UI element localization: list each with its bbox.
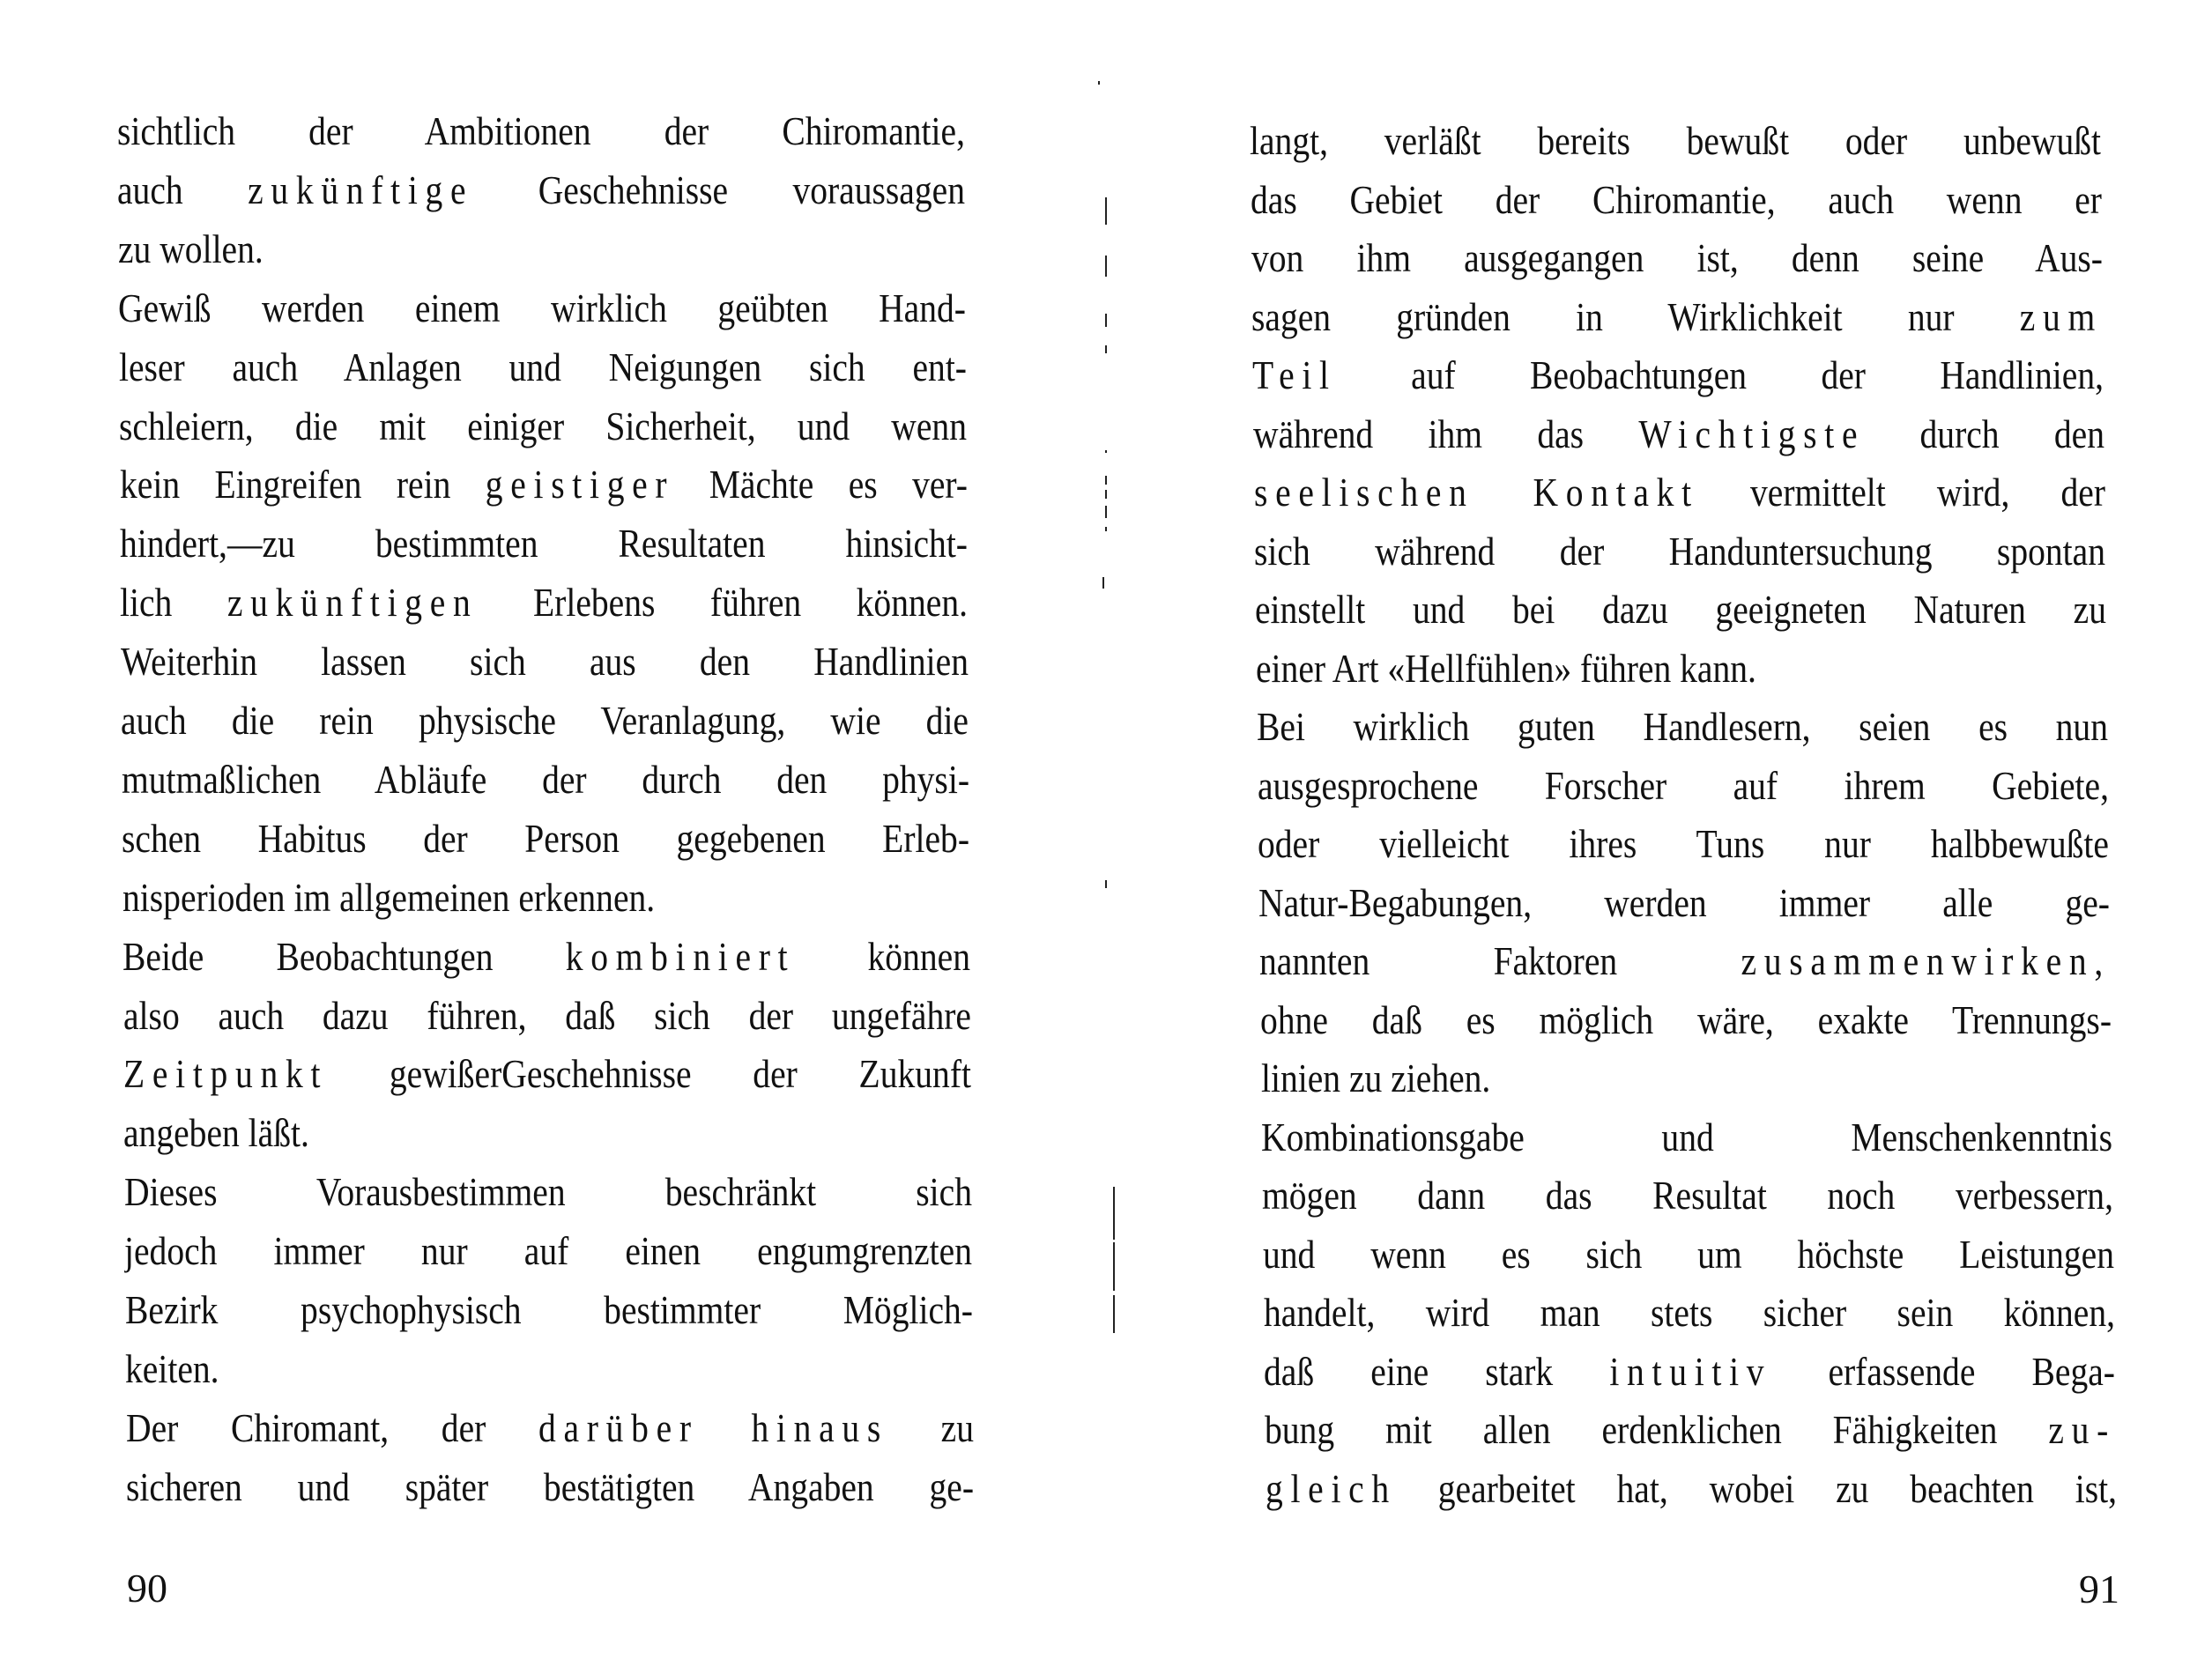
text-line-content bbox=[1266, 1463, 2117, 1515]
text-line bbox=[1264, 1286, 2115, 1339]
text-line-content bbox=[122, 753, 969, 806]
text-segment: Dieses Vorausbestimmen beschränkt sich bbox=[123, 1169, 972, 1215]
text-segment: angeben läßt. bbox=[123, 1110, 310, 1156]
text-line bbox=[1257, 700, 2108, 753]
text-line-content bbox=[1254, 525, 2105, 578]
text-line bbox=[124, 1166, 972, 1218]
gutter-mark bbox=[1105, 490, 1107, 499]
text-segment: einstellt und bei dazu geeigneten Naturen zu bbox=[1255, 587, 2107, 632]
text-line-content bbox=[121, 635, 969, 688]
text-segment: erfassende Bega- bbox=[1771, 1348, 2116, 1394]
gutter-mark bbox=[1113, 1242, 1115, 1291]
text-line-content bbox=[1252, 349, 2104, 402]
text-line-content bbox=[122, 930, 970, 983]
text-segment: Kombinationsgabe und Menschenkenntnis bbox=[1261, 1114, 2113, 1159]
text-segment: Bezirk psychophysisch bestimmter Möglich- bbox=[124, 1287, 973, 1332]
text-segment: ausgesprochene Forscher auf ihrem Gebiete, bbox=[1257, 762, 2109, 808]
text-line-content bbox=[1263, 1228, 2114, 1281]
text-line bbox=[1263, 1228, 2114, 1281]
spaced-emphasis-text: Zeitpunkt bbox=[122, 1051, 329, 1097]
text-line-content bbox=[119, 400, 967, 453]
text-segment: also auch dazu führen, daß sich der ungefähre bbox=[122, 992, 971, 1038]
text-line bbox=[1250, 115, 2101, 167]
gutter-mark bbox=[1113, 1295, 1115, 1333]
text-line-content bbox=[1255, 583, 2106, 636]
text-line bbox=[125, 1284, 973, 1337]
spaced-emphasis-text: Teil bbox=[1252, 352, 1337, 397]
text-line bbox=[122, 871, 970, 924]
text-segment: daß eine stark bbox=[1264, 1348, 1610, 1394]
text-line bbox=[122, 812, 969, 865]
spaced-emphasis-text: darüber bbox=[538, 1404, 699, 1450]
text-line-content bbox=[1251, 232, 2103, 285]
spaced-emphasis-text: geistiger bbox=[485, 462, 674, 507]
text-line-content bbox=[1257, 700, 2108, 753]
text-line bbox=[1256, 642, 2107, 695]
text-segment: Der Chiromant, der bbox=[125, 1404, 538, 1450]
text-line bbox=[1258, 759, 2109, 812]
text-line-content bbox=[1265, 1404, 2116, 1456]
text-line bbox=[1255, 583, 2106, 636]
text-segment: handelt, wird man stets sicher sein können, bbox=[1263, 1290, 2115, 1335]
text-segment: bung mit allen erdenklichen Fähigkeiten bbox=[1265, 1407, 2049, 1452]
text-segment: nisperioden im allgemeinen erkennen. bbox=[122, 874, 655, 920]
text-line-content bbox=[124, 1225, 972, 1278]
text-segment: nannten Faktoren bbox=[1258, 938, 1741, 983]
text-line-content bbox=[1250, 115, 2101, 167]
text-line bbox=[1251, 174, 2102, 226]
text-line-content bbox=[1258, 877, 2110, 930]
text-segment: sichtlich der Ambitionen der Chiromantie, bbox=[117, 108, 965, 153]
text-segment: mutmaßlichen Abläufe der durch den physi- bbox=[121, 756, 969, 802]
text-segment: mögen dann das Resultat noch verbessern, bbox=[1262, 1173, 2114, 1218]
text-line bbox=[1266, 1463, 2117, 1515]
spaced-emphasis-text: Wichtigste bbox=[1638, 411, 1866, 456]
text-line bbox=[118, 282, 966, 335]
text-line bbox=[1261, 1111, 2112, 1164]
text-line bbox=[1251, 232, 2103, 285]
text-line-content bbox=[119, 341, 967, 394]
text-line-content bbox=[1251, 174, 2102, 226]
text-segment: einer Art «Hellfühlen» führen kann. bbox=[1256, 645, 1756, 691]
text-line-content bbox=[1258, 818, 2109, 870]
text-line-content bbox=[125, 1284, 973, 1337]
text-line-content bbox=[1261, 1111, 2112, 1164]
spaced-emphasis-text: intuitiv bbox=[1609, 1348, 1772, 1394]
text-line bbox=[1259, 935, 2111, 988]
text-line-content bbox=[126, 1402, 974, 1455]
spaced-emphasis-text: kombiniert bbox=[565, 933, 796, 979]
text-line bbox=[117, 164, 965, 217]
text-line-content bbox=[122, 871, 970, 924]
gutter-mark bbox=[1105, 450, 1107, 453]
text-line bbox=[1253, 408, 2104, 461]
text-line bbox=[121, 694, 969, 747]
gutter-mark bbox=[1105, 256, 1107, 277]
gutter-mark bbox=[1113, 1187, 1115, 1240]
text-line-content bbox=[1259, 935, 2111, 988]
spaced-emphasis-text: gleich bbox=[1266, 1465, 1397, 1511]
text-line-content bbox=[120, 458, 968, 511]
spaced-emphasis-text: seelischen Kontakt bbox=[1253, 470, 1699, 515]
text-line bbox=[1258, 877, 2110, 930]
text-segment: jedoch immer nur auf einen engumgrenzten bbox=[124, 1228, 973, 1274]
text-segment: Bei wirklich guten Handlesern, seien es nun bbox=[1256, 704, 2108, 749]
text-segment: durch den bbox=[1865, 411, 2104, 456]
spaced-emphasis-text: zukünftige bbox=[248, 167, 474, 212]
text-line-content bbox=[117, 164, 965, 217]
text-line bbox=[120, 576, 968, 629]
text-segment: oder vielleicht ihres Tuns nur halbbewußte bbox=[1258, 821, 2110, 866]
gutter-mark bbox=[1105, 345, 1107, 353]
page-number-right: 91 bbox=[2079, 1567, 2119, 1611]
text-line-content bbox=[121, 694, 969, 747]
text-segment: von ihm ausgegangen ist, denn seine Aus- bbox=[1251, 235, 2103, 280]
text-segment: ohne daß es möglich wäre, exakte Trennungs- bbox=[1259, 996, 2112, 1042]
text-line bbox=[124, 1225, 972, 1278]
text-segment: schen Habitus der Person gegebenen Erleb- bbox=[122, 815, 970, 861]
text-line bbox=[119, 400, 967, 453]
gutter-mark bbox=[1105, 506, 1107, 518]
text-segment: und wenn es sich um höchste Leistungen bbox=[1262, 1231, 2114, 1277]
text-segment: Mächte es ver- bbox=[673, 462, 968, 507]
text-line bbox=[1265, 1404, 2116, 1456]
text-segment: Gewiß werden einem wirklich geübten Hand- bbox=[118, 285, 967, 330]
text-line bbox=[123, 989, 971, 1042]
text-line bbox=[1264, 1345, 2115, 1398]
spaced-emphasis-text: zusammenwirken, bbox=[1741, 938, 2111, 983]
text-segment: während ihm das bbox=[1252, 411, 1639, 456]
text-line-content bbox=[1256, 642, 2107, 695]
gutter-mark bbox=[1098, 81, 1100, 85]
text-line bbox=[122, 753, 969, 806]
right-page bbox=[1119, 0, 2212, 1674]
gutter-mark bbox=[1105, 527, 1107, 531]
text-line bbox=[1262, 1169, 2113, 1222]
text-segment: auch bbox=[117, 167, 249, 212]
text-line-content bbox=[120, 576, 968, 629]
gutter-mark bbox=[1105, 476, 1107, 485]
text-segment: Beide Beobachtungen bbox=[122, 933, 566, 979]
text-line bbox=[117, 105, 965, 158]
text-line-content bbox=[122, 812, 969, 865]
text-segment: zu bbox=[887, 1404, 974, 1450]
gutter-mark bbox=[1102, 577, 1104, 589]
text-segment: können bbox=[795, 933, 971, 979]
spaced-emphasis-text: hinaus bbox=[751, 1404, 888, 1450]
text-line bbox=[1251, 291, 2103, 344]
text-line bbox=[1260, 994, 2112, 1047]
gutter-mark bbox=[1105, 314, 1107, 327]
text-segment: gewißerGeschehnisse der Zukunft bbox=[328, 1051, 971, 1097]
left-page bbox=[0, 0, 1093, 1674]
text-segment: Erlebens führen können. bbox=[478, 580, 969, 626]
text-segment bbox=[698, 1405, 751, 1450]
text-line-content bbox=[1264, 1286, 2115, 1339]
text-line bbox=[118, 223, 966, 276]
text-line-content bbox=[1262, 1169, 2113, 1222]
text-line bbox=[121, 635, 969, 688]
text-line bbox=[126, 1402, 974, 1455]
text-line bbox=[1254, 525, 2105, 578]
text-line bbox=[1258, 818, 2109, 870]
text-line-content bbox=[118, 282, 966, 335]
text-line-content bbox=[123, 1048, 971, 1100]
gutter-mark bbox=[1105, 197, 1107, 225]
text-line bbox=[120, 517, 968, 570]
text-line-content bbox=[118, 223, 966, 276]
text-segment: auf Beobachtungen der Handlinien, bbox=[1336, 352, 2104, 397]
text-line bbox=[122, 930, 970, 983]
text-line-content bbox=[1251, 291, 2103, 344]
text-segment: keiten. bbox=[125, 1345, 219, 1391]
text-line bbox=[119, 341, 967, 394]
text-line-content bbox=[120, 517, 968, 570]
text-segment: langt, verläßt bereits bewußt oder unbewußt bbox=[1250, 118, 2101, 163]
text-line-content bbox=[123, 989, 971, 1042]
text-line-content bbox=[125, 1343, 973, 1396]
text-line bbox=[120, 458, 968, 511]
text-line bbox=[1254, 466, 2105, 519]
text-segment: auch die rein physische Veranlagung, wie die bbox=[121, 698, 969, 743]
text-segment: hindert,—zu bestimmten Resultaten hinsicht- bbox=[120, 521, 969, 567]
text-line bbox=[123, 1048, 971, 1100]
text-line bbox=[125, 1343, 973, 1396]
text-line-content bbox=[1264, 1345, 2115, 1398]
text-line-content bbox=[1254, 466, 2105, 519]
spaced-emphasis-text: zum bbox=[2020, 293, 2104, 339]
text-line-content bbox=[126, 1461, 974, 1514]
text-segment: lich bbox=[120, 580, 228, 626]
text-segment: kein Eingreifen rein bbox=[119, 462, 486, 507]
text-segment: leser auch Anlagen und Neigungen sich ent- bbox=[118, 344, 967, 389]
text-segment: zu wollen. bbox=[117, 226, 264, 271]
text-line-content bbox=[1260, 994, 2112, 1047]
text-segment: sagen gründen in Wirklichkeit nur bbox=[1251, 293, 2021, 339]
text-line-content bbox=[123, 1107, 971, 1159]
text-line bbox=[1252, 349, 2104, 402]
text-line bbox=[123, 1107, 971, 1159]
spaced-emphasis-text: zu- bbox=[2048, 1407, 2117, 1452]
text-segment: Weiterhin lassen sich aus den Handlinien bbox=[120, 639, 969, 685]
text-line bbox=[1261, 1052, 2112, 1105]
spaced-emphasis-text: zukünftigen bbox=[227, 580, 479, 626]
text-segment: linien zu ziehen. bbox=[1260, 1056, 1490, 1100]
text-segment: das Gebiet der Chiromantie, auch wenn er bbox=[1250, 176, 2102, 222]
text-line-content bbox=[117, 105, 965, 158]
text-segment: vermittelt wird, der bbox=[1698, 470, 2105, 515]
text-segment: Geschehnisse voraussagen bbox=[473, 167, 966, 212]
gutter-mark bbox=[1105, 880, 1107, 888]
text-line-content bbox=[1258, 759, 2109, 812]
text-segment: schleiern, die mit einiger Sicherheit, und wenn bbox=[119, 403, 968, 448]
text-segment: Natur-Begabungen, werden immer alle ge- bbox=[1258, 879, 2111, 925]
text-segment: sicheren und später bestätigten Angaben ge- bbox=[126, 1463, 974, 1509]
text-line-content bbox=[1261, 1052, 2112, 1105]
text-line-content bbox=[1253, 408, 2104, 461]
text-segment: gearbeitet hat, wobei zu beachten ist, bbox=[1396, 1465, 2117, 1511]
page-number-left: 90 bbox=[127, 1566, 167, 1611]
text-line-content bbox=[124, 1166, 972, 1218]
text-segment: sich während der Handuntersuchung spontan bbox=[1254, 528, 2106, 574]
text-line bbox=[126, 1461, 974, 1514]
